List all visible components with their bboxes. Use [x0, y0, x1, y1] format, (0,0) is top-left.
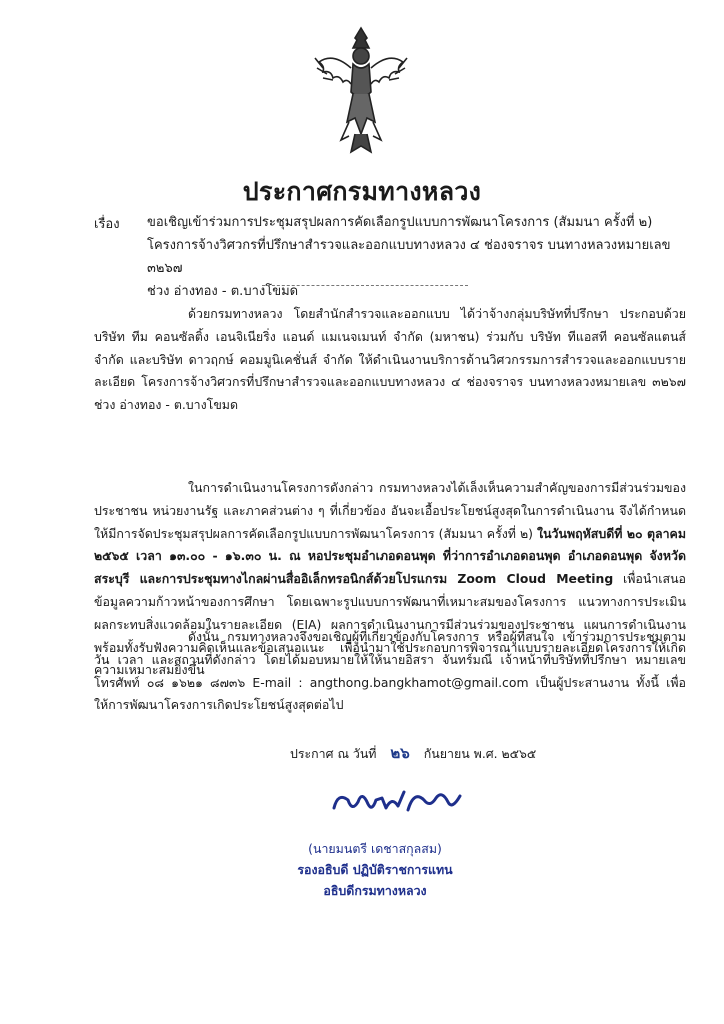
paragraph-1: ด้วยกรมทางหลวง โดยสำนักสำรวจและออกแบบ ได้ว่าจ้างกลุ่มบริษัทที่ปรึกษา ประกอบด้วย บริษัท ทีม คอนซัลติ้ง เอนจิเนียริ่ง แอนด์ แมเนจเมนท์ จำกัด (มหาชน) ร่วมกับ บริษัท ทีแอสที คอนซัลแตนส์ จำกัด และบริษัท ดาวฤกษ์ คอมมูนิเคชั่นส์ จำกัด ให้ดำเนินงานบริการด้านวิศวกรรมการสำรวจและออกแบบรายละเอียด โครงการจ้างวิศวกรที่ปรึกษาสำรวจและออกแบบทางหลวง ๔ ช่องจราจร บนทางหลวงหมายเลข ๓๒๖๗ ช่วง อ่างทอง - ต.บางโขมด: [94, 306, 686, 413]
signatory-position-2: อธิบดีกรมทางหลวง: [323, 883, 427, 898]
document-title: ประกาศกรมทางหลวง: [242, 177, 482, 206]
paragraph-2-text-2: เพื่อนำเสนอข้อมูลความก้าวหน้าของการศึกษา โดยเฉพาะรูปแบบการพัฒนาที่เหมาะสมของโครงการ แนวทางการประเมินผลกระทบสิ่งแวดล้อมในรายละเอียด (EIA) ผลการดำเนินงานการมีส่วนร่วมของประชาชน แผนการดำเนินงาน พร้อมทั้งรับฟังความคิดเห็นและข้อเสนอแนะ เพื่อนำมาใช้ประกอบการพิจารณาแบบรายละเอียดโครงการให้เกิดความเหมาะสมยิ่งขึ้น: [94, 571, 686, 678]
signatory-position-1: รองอธิบดี ปฏิบัติราชการแทน: [297, 862, 453, 877]
dashed-divider: [262, 285, 468, 286]
announce-date: [290, 741, 536, 765]
subject-line-2: โครงการจ้างวิศวกรที่ปรึกษาสำรวจและออกแบบทางหลวง ๔ ช่องจราจร บนทางหลวงหมายเลข ๓๒๖๗: [147, 238, 671, 276]
announce-suffix: กันยายน พ.ศ. ๒๕๖๕: [423, 746, 537, 761]
subject-line-1: ขอเชิญเข้าร่วมการประชุมสรุปผลการคัดเลือกรูปแบบการพัฒนาโครงการ (สัมมนา ครั้งที่ ๒): [147, 215, 653, 230]
subject-line-3: ช่วง อ่างทอง - ต.บางโขมด: [147, 284, 299, 299]
handwritten-signature-icon: [328, 778, 468, 826]
meeting-details: ในวันพฤหัสบดีที่ ๒๐ ตุลาคม ๒๕๖๕ เวลา ๑๓.๐๐ - ๑๖.๓๐ น. ณ หอประชุมอำเภอดอนพุด ที่ว่าการอำเภอดอนพุด อำเภอดอนพุด จังหวัดสระบุรี และการประชุมทางไกลผ่านสื่ออิเล็กทรอนิกส์ด้วยโปรแกรม Zoom Cloud Meeting: [94, 525, 687, 587]
garuda-emblem-icon: [313, 22, 409, 158]
paragraph-2-text-1: ในการดำเนินงานโครงการดังกล่าว กรมทางหลวงได้เล็งเห็นความสำคัญของการมีส่วนร่วมของประชาชน หน่วยงานรัฐ และภาคส่วนต่าง ๆ ที่เกี่ยวข้อง อันจะเอื้อประโยชน์สูงสุดในการดำเนินงาน จึงได้กำหนดให้มีการจัดประชุมสรุปผลการคัดเลือกรูปแบบการพัฒนาโครงการ (สัมมนา ครั้งที่ ๒): [94, 480, 686, 541]
subject-label: เรื่อง: [94, 217, 120, 232]
signatory-name: (นายมนตรี เดชาสกุลสม): [308, 841, 442, 856]
paragraph-3: ดังนั้น กรมทางหลวงจึงขอเชิญผู้ที่เกี่ยวข้องกับโครงการ หรือผู้ที่สนใจ เข้าร่วมการประชุมตามวัน เวลา และสถานที่ดังกล่าว โดยได้มอบหมายให้ให้นายอิสรา จันทร์มณี เจ้าหน้าที่บริษัทที่ปรึกษา หมายเลขโทรศัพท์ ๐๘ ๑๖๒๑ ๘๗๓๖ E-mail : angthong.bangkhamot@gmail.com เป็นผู้ประสานงาน ทั้งนี้ เพื่อให้การพัฒนาโครงการเกิดประโยชน์สูงสุดต่อไป: [94, 629, 686, 713]
announce-prefix: ประกาศ ณ วันที่: [290, 746, 377, 761]
announce-day: ๒๖: [390, 744, 410, 762]
signatory-block: [240, 838, 510, 901]
subject-text: [147, 211, 687, 303]
